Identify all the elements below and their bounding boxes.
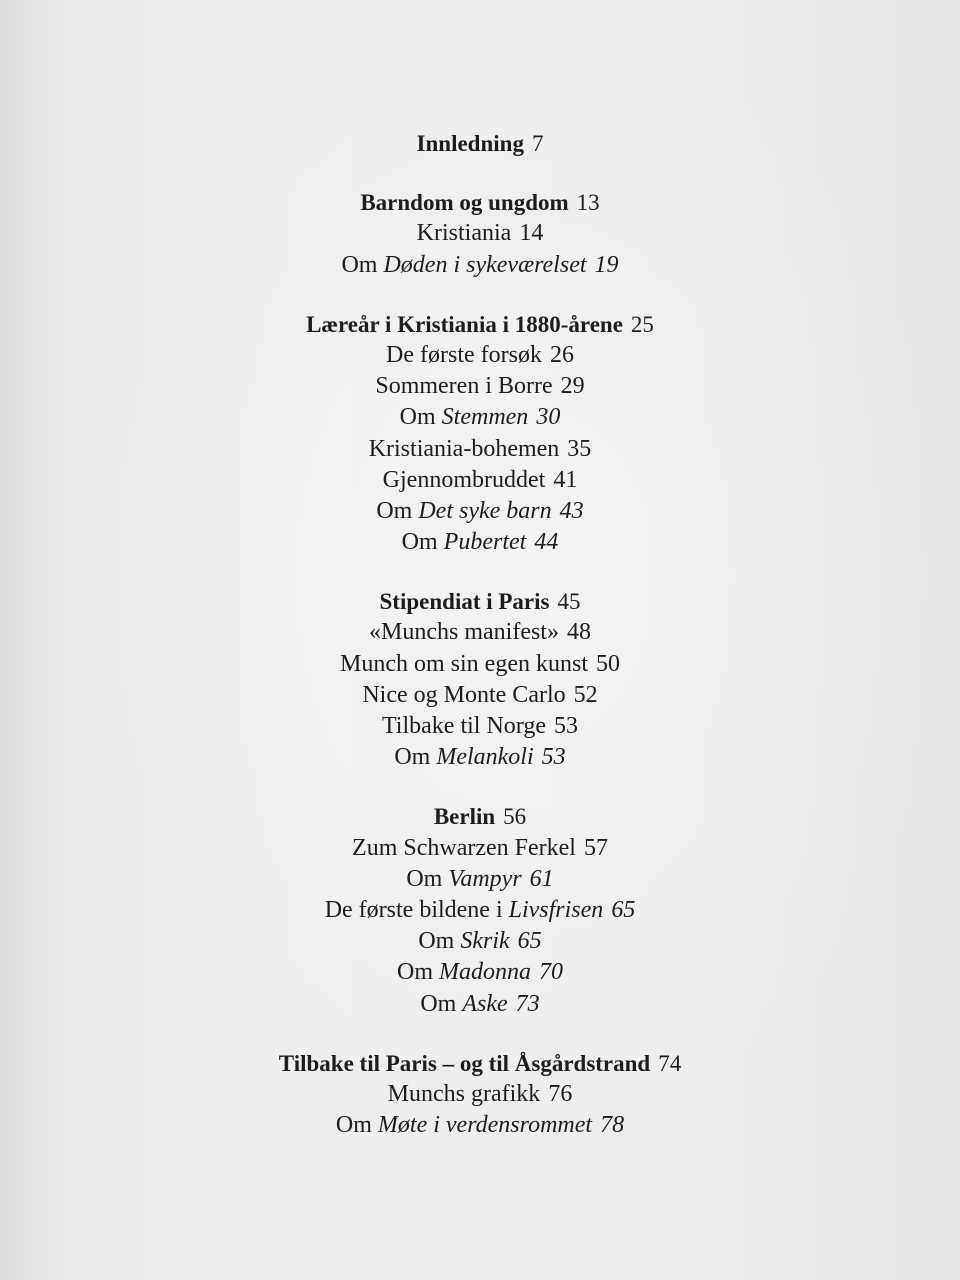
page-number: 73 [515, 990, 540, 1017]
page-number: 56 [503, 804, 527, 830]
page-number: 19 [594, 251, 619, 278]
toc-entry [0, 1110, 960, 1141]
entry-title: Berlin [433, 804, 496, 830]
page-number: 30 [536, 404, 561, 431]
page-number: 7 [531, 131, 544, 156]
entry-title-prefix: Om [335, 1112, 378, 1139]
toc-entry [0, 402, 960, 433]
toc-entry [0, 340, 960, 371]
entry-title-prefix: Kristiania-bohemen [368, 435, 560, 462]
entry-title-prefix: Om [401, 529, 444, 556]
table-of-contents [0, 128, 960, 1169]
toc-chapter-heading [0, 801, 960, 832]
toc-entry [0, 617, 960, 648]
toc-entry [0, 989, 960, 1020]
entry-title-prefix: Munchs grafikk [387, 1080, 541, 1107]
toc-entry [0, 465, 960, 496]
entry-artwork-title: Skrik [460, 928, 510, 955]
page-number: 41 [553, 466, 578, 493]
page-number: 29 [560, 373, 585, 400]
page-number: 14 [519, 220, 544, 247]
entry-title-prefix: Gjennombruddet [382, 466, 546, 493]
page-number: 61 [529, 865, 554, 892]
entry-title-prefix: Tilbake til Norge [381, 713, 546, 739]
toc-entry [0, 1079, 960, 1110]
page-number: 45 [557, 589, 581, 615]
page-number: 35 [567, 435, 592, 462]
page-number: 13 [576, 190, 600, 216]
page-number: 53 [554, 713, 578, 739]
entry-title-prefix: De første forsøk [386, 341, 542, 368]
entry-title-prefix: Om [420, 990, 463, 1017]
entry-artwork-title: Vampyr [448, 865, 522, 892]
toc-entry [0, 218, 960, 249]
entry-artwork-title: Det syke barn [418, 497, 552, 524]
toc-entry [0, 833, 960, 864]
page-number: 25 [630, 311, 654, 337]
entry-title: Læreår i Kristiania i 1880-årene [306, 311, 623, 337]
toc-chapter-heading [0, 309, 960, 340]
toc-chapter-heading [0, 586, 960, 617]
entry-title-prefix: De første bildene i [324, 896, 509, 923]
entry-title: Innledning [416, 131, 524, 156]
page-number: 26 [549, 341, 574, 368]
entry-title-prefix: Munch om sin egen kunst [340, 650, 588, 677]
toc-entry [0, 926, 960, 957]
entry-title: Tilbake til Paris – og til Åsgårdstrand [278, 1050, 651, 1076]
page-number: 78 [600, 1112, 625, 1139]
page-number: 70 [539, 959, 563, 986]
toc-entry [0, 434, 960, 465]
entry-artwork-title: Melankoli [436, 744, 534, 771]
toc-section [0, 1048, 960, 1142]
toc-section [0, 309, 960, 559]
toc-entry [0, 371, 960, 402]
entry-title-prefix: Om [406, 865, 449, 892]
toc-entry [0, 957, 960, 988]
entry-artwork-title: Døden i sykeværelset [383, 251, 587, 278]
page-number: 52 [573, 681, 598, 708]
toc-entry [0, 711, 960, 742]
entry-title-prefix: Om [418, 928, 461, 955]
toc-chapter-heading [0, 187, 960, 218]
entry-title-prefix: Om [399, 404, 442, 431]
page-number: 76 [548, 1080, 573, 1107]
entry-title-prefix: Om [376, 497, 419, 524]
toc-entry [0, 250, 960, 281]
entry-title-prefix: Kristiania [416, 220, 512, 247]
entry-title-prefix: «Munchs manifest» [369, 619, 559, 646]
entry-artwork-title: Livsfrisen [508, 896, 604, 923]
page-number: 50 [595, 650, 620, 677]
toc-entry [0, 895, 960, 926]
entry-title: Barndom og ungdom [360, 190, 569, 216]
page-number: 53 [541, 744, 566, 771]
toc-entry [0, 496, 960, 527]
page-number: 57 [583, 834, 608, 861]
toc-section [0, 128, 960, 159]
page-number: 74 [658, 1050, 682, 1076]
toc-entry [0, 680, 960, 711]
page-number: 65 [611, 896, 636, 923]
toc-entry [0, 742, 960, 773]
toc-entry [0, 864, 960, 895]
toc-chapter-heading [0, 128, 960, 159]
entry-artwork-title: Møte i verdensrommet [377, 1112, 593, 1139]
entry-title: Stipendiat i Paris [379, 589, 550, 615]
entry-title-prefix: Nice og Monte Carlo [362, 681, 566, 708]
entry-title-prefix: Om [394, 744, 437, 771]
toc-entry [0, 649, 960, 680]
entry-artwork-title: Pubertet [443, 529, 527, 556]
entry-title-prefix: Om [341, 251, 384, 278]
entry-title-prefix: Om [397, 959, 439, 986]
entry-title-prefix: Sommeren i Borre [375, 373, 553, 400]
page-number: 43 [559, 497, 584, 524]
toc-entry [0, 527, 960, 558]
page-number: 48 [566, 619, 591, 646]
toc-chapter-heading [0, 1048, 960, 1079]
toc-section [0, 801, 960, 1019]
toc-section [0, 586, 960, 773]
toc-section [0, 187, 960, 281]
entry-artwork-title: Madonna [439, 959, 531, 986]
page-number: 65 [517, 928, 542, 955]
entry-title-prefix: Zum Schwarzen Ferkel [352, 834, 576, 861]
entry-artwork-title: Aske [462, 990, 508, 1017]
entry-artwork-title: Stemmen [441, 404, 529, 431]
page-number: 44 [534, 529, 559, 556]
